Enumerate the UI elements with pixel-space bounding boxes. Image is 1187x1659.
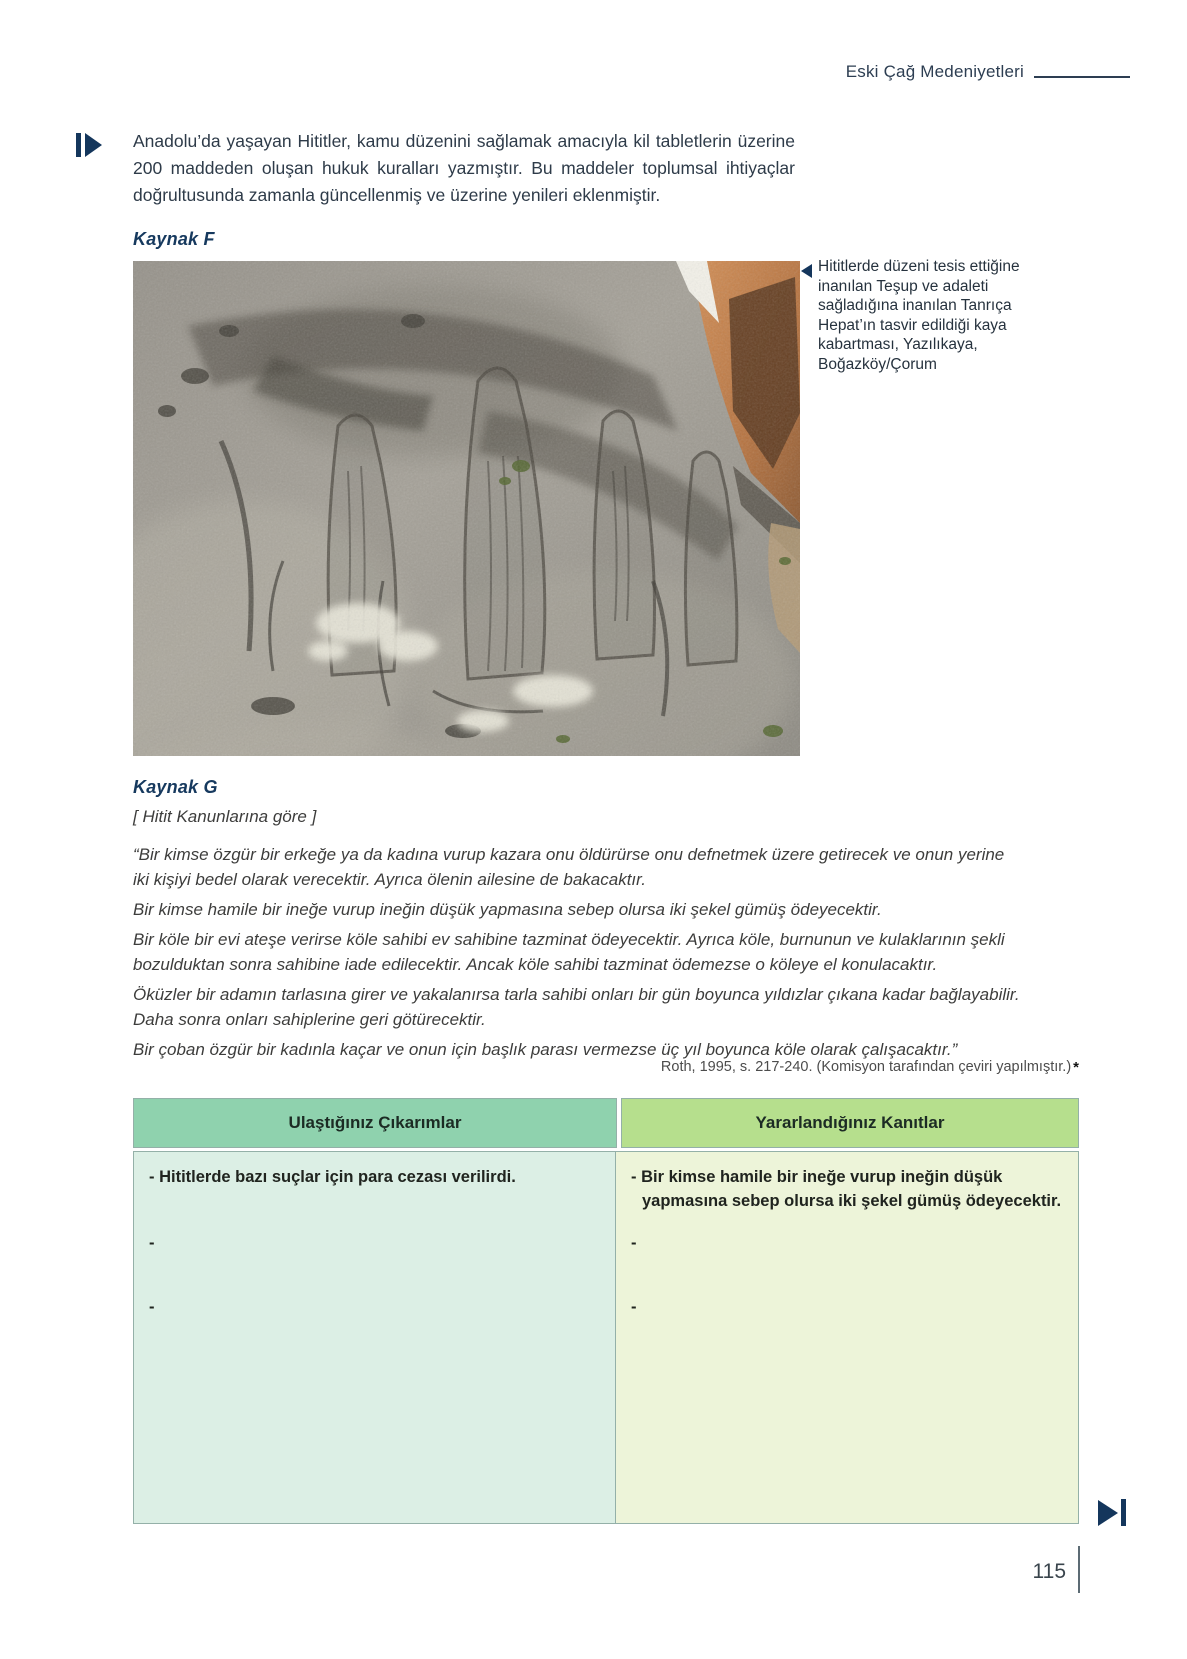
activity-table [133, 1098, 1079, 1524]
table-item: - [149, 1234, 155, 1252]
next-bar [1121, 1499, 1126, 1526]
quote-paragraph: “Bir kimse özgür bir erkeğe ya da kadına vurup kazara onu öldürürse onu defnetmek üzere getirecek ve onun yerine iki kişiyi bedel olarak verecektir. Ayrıca ölenin ailesine de bakacaktır. [133, 845, 1005, 889]
quote-paragraph: Bir köle bir evi ateşe verirse köle sahibi ev sahibine tazminat ödeyecektir. Ayrıca köle, burnunun ve kulaklarının şekli bozulduktan sonra sahibine iade edilecektir. Ancak köle sahibi tazminat ödemezse o köleye el konulacaktır. [133, 930, 1005, 974]
flag-right-icon [76, 133, 102, 157]
intro-paragraph: Anadolu’da yaşayan Hititler, kamu düzenini sağlamak amacıyla kil tabletlerin üzerine 200 maddeden oluşan hukuk kuralları yazmıştır. Bu maddeler toplumsal ihtiyaçlar doğrultusunda zamanla güncellenmiş ve üzerine yenileri eklenmiştir. [133, 131, 795, 205]
table-item: - [149, 1298, 155, 1316]
header-underline [1034, 76, 1130, 78]
table-item: - [631, 1298, 637, 1316]
table-header-kanitlar: Yararlandığınız Kanıtlar [621, 1098, 1079, 1148]
citation-asterisk: * [1073, 1059, 1079, 1076]
table-header-cikarimlar: Ulaştığınız Çıkarımlar [133, 1098, 617, 1148]
next-triangle [1098, 1500, 1118, 1526]
quote-paragraph: Bir çoban özgür bir kadınla kaçar ve onun için başlık parası vermezse üç yıl boyunca köle olarak çalışacaktır.” [133, 1040, 958, 1059]
page-number: 115 [1032, 1560, 1066, 1583]
table-cell-kanitlar [616, 1152, 1078, 1523]
table-item: - Bir kimse hamile bir ineğe vurup ineğin düşük yapmasına sebep olursa iki şekel gümüş ödeyecektir. [631, 1168, 1062, 1210]
table-body-row [133, 1151, 1079, 1524]
page-number-divider [1078, 1546, 1080, 1593]
kaynak-f-caption: Hititlerde düzeni tesis ettiğine inanılan Teşup ve adaleti sağladığına inanılan Tanrıça Hepat’ın tasvir edildiği kaya kabartması, Yazılıkaya, Boğazköy/Çorum [818, 258, 1020, 373]
left-triangle-icon [801, 264, 812, 278]
kaynak-f-photo [133, 261, 800, 756]
kaynak-g-subtitle: [ Hitit Kanunlarına göre ] [133, 807, 317, 826]
citation-text: Roth, 1995, s. 217-240. (Komisyon tarafından çeviri yapılmıştır.) [660, 1059, 1072, 1075]
quote-paragraph: Öküzler bir adamın tarlasına girer ve yakalanırsa tarla sahibi onları bir gün boyunca yıldızlar çıkana kadar bağlayabilir. Daha sonra onları sahiplerine geri götürecektir. [133, 985, 1020, 1029]
quote-paragraph: Bir kimse hamile bir ineğe vurup ineğin düşük yapmasına sebep olursa iki şekel gümüş ödeyecektir. [133, 900, 882, 919]
kaynak-g-quotes [133, 842, 1025, 1067]
table-header-row [133, 1098, 1079, 1148]
flag-bar [76, 133, 81, 157]
table-item: - [631, 1234, 637, 1252]
page-header [846, 62, 1130, 82]
flag-triangle [85, 133, 102, 157]
kaynak-f-heading: Kaynak F [133, 229, 215, 249]
skip-next-icon [1098, 1499, 1126, 1526]
table-item: - Hititlerde bazı suçlar için para cezası verilirdi. [149, 1168, 516, 1186]
kaynak-g-heading: Kaynak G [133, 777, 218, 797]
citation [133, 1059, 1079, 1076]
table-cell-cikarimlar [134, 1152, 616, 1523]
page-header-title: Eski Çağ Medeniyetleri [845, 62, 1024, 81]
